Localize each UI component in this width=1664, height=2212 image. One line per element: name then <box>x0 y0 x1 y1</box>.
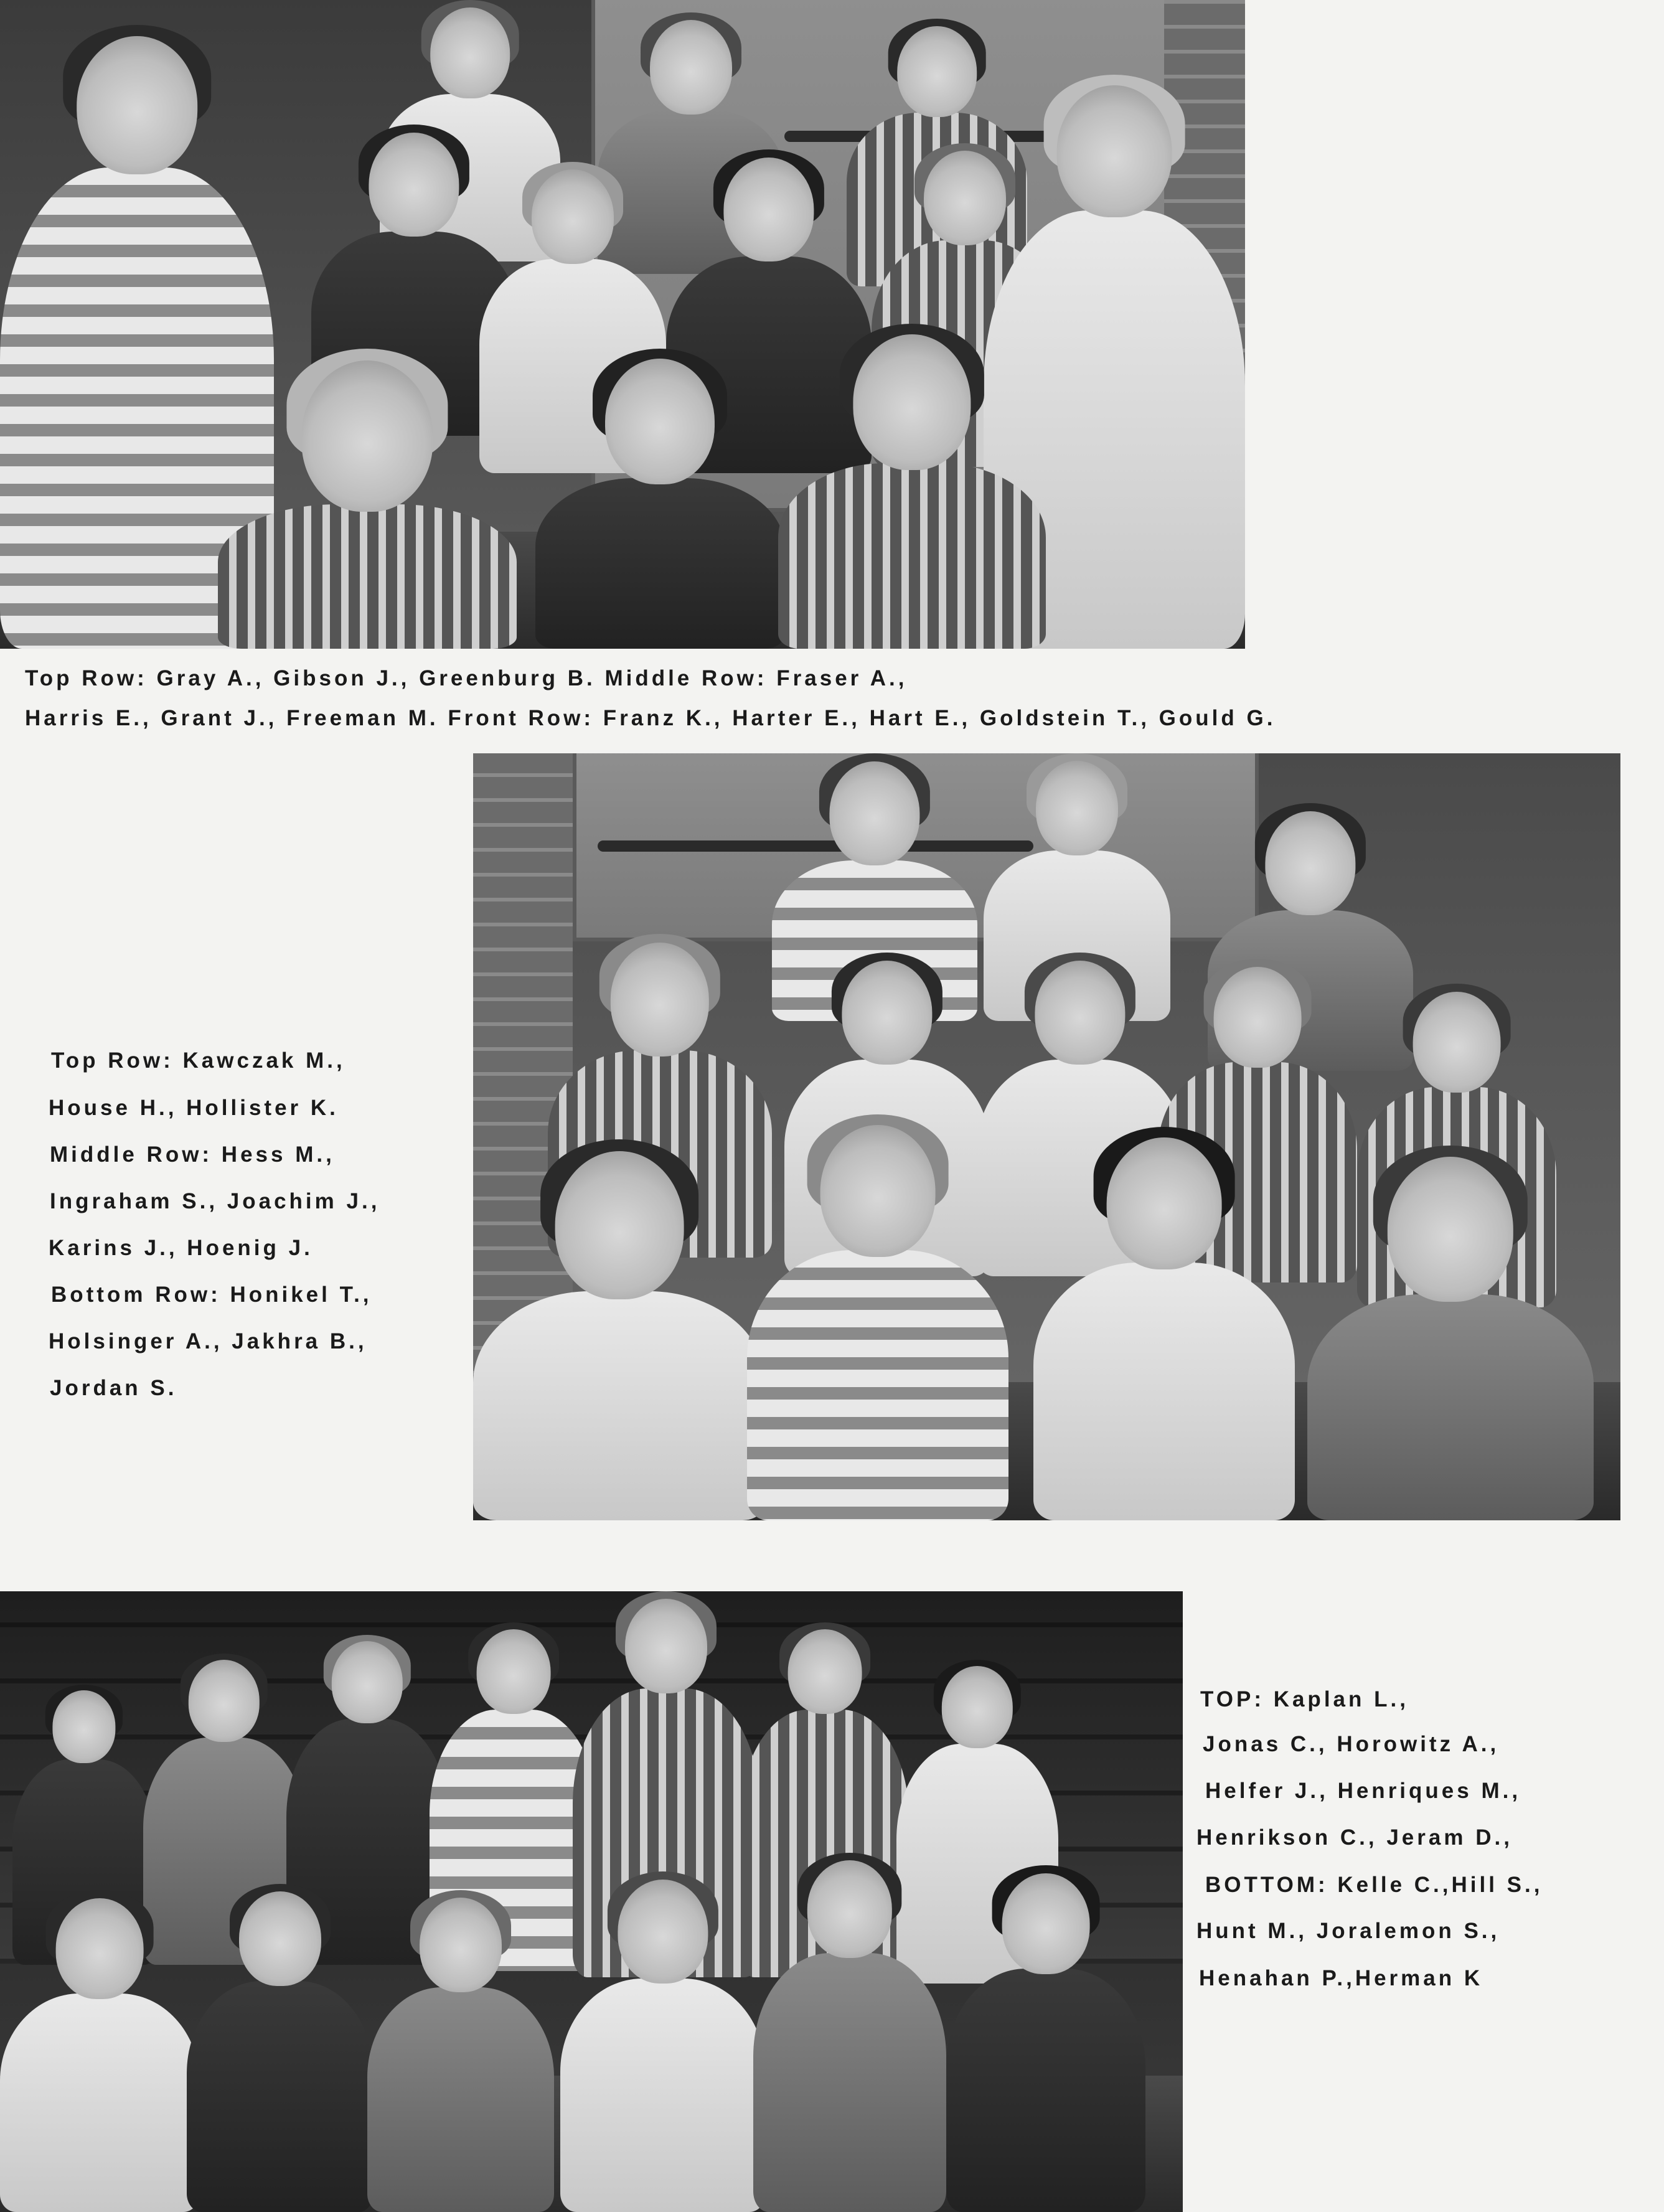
student-face <box>1057 85 1172 218</box>
student-face <box>555 1151 684 1299</box>
photo2-caption-line: Holsinger A., Jakhra B., <box>49 1329 367 1353</box>
student-body <box>218 504 517 649</box>
student-figure <box>753 1853 946 2212</box>
student-body <box>747 1250 1008 1520</box>
student-face <box>77 36 197 175</box>
student-body <box>535 478 784 649</box>
student-face <box>1388 1157 1513 1302</box>
student-face <box>239 1891 321 1986</box>
photo2-caption-line: Jordan S. <box>50 1376 177 1400</box>
student-face <box>52 1690 115 1763</box>
student-face <box>532 169 614 264</box>
student-figure <box>747 1114 1008 1520</box>
group-photo-2 <box>473 753 1620 1520</box>
student-face <box>605 359 715 484</box>
student-body <box>1033 1263 1295 1520</box>
student-figure <box>187 1884 374 2212</box>
photo3-caption-line: Henahan P.,Herman K <box>1199 1966 1483 1990</box>
student-face <box>56 1898 144 1999</box>
student-figure <box>535 349 784 649</box>
student-face <box>1214 967 1302 1068</box>
student-figure <box>367 1890 554 2212</box>
student-figure <box>0 1890 199 2212</box>
photo3-caption-line: BOTTOM: Kelle C.,Hill S., <box>1205 1873 1543 1897</box>
student-face <box>332 1641 403 1723</box>
student-body <box>778 463 1046 649</box>
photo2-caption-line: Middle Row: Hess M., <box>50 1142 335 1167</box>
student-face <box>189 1660 260 1742</box>
photo2-caption-line: House H., Hollister K. <box>49 1096 339 1120</box>
student-face <box>1035 961 1125 1065</box>
photo3-caption-line: Jonas C., Horowitz A., <box>1203 1732 1500 1756</box>
student-face <box>625 1599 707 1693</box>
student-face <box>723 158 814 261</box>
photo3-caption-line: TOP: Kaplan L., <box>1200 1687 1409 1711</box>
photo3-caption-line: Hunt M., Joralemon S., <box>1196 1919 1500 1943</box>
student-face <box>942 1666 1013 1748</box>
student-face <box>430 7 510 99</box>
student-face <box>897 26 977 118</box>
photo1-caption-line1: Top Row: Gray A., Gibson J., Greenburg B. Middle Row: Fraser A., <box>25 666 908 690</box>
student-face <box>1036 761 1118 855</box>
group-photo-3 <box>0 1591 1183 2212</box>
student-face <box>853 334 971 470</box>
student-face <box>420 1898 502 1992</box>
student-face <box>820 1125 936 1258</box>
student-body <box>0 1993 199 2212</box>
student-figure <box>218 349 517 649</box>
photo2-caption-line: Top Row: Kawczak M., <box>51 1048 345 1073</box>
student-body <box>473 1291 766 1520</box>
student-face <box>842 961 932 1065</box>
student-body <box>367 1987 554 2212</box>
student-figure <box>946 1865 1145 2212</box>
student-body <box>946 1969 1145 2212</box>
photo3-caption-line: Helfer J., Henriques M., <box>1205 1779 1521 1803</box>
photo1-caption-line2: Harris E., Grant J., Freeman M. Front Row: Franz K., Harter E., Hart E., Goldstein T., Gould G. <box>25 706 1276 730</box>
student-figure <box>778 324 1046 649</box>
student-figure <box>1033 1127 1295 1520</box>
photo2-caption-line: Bottom Row: Honikel T., <box>51 1282 372 1307</box>
student-figure <box>560 1871 766 2212</box>
student-face <box>829 761 919 865</box>
student-body <box>560 1979 766 2212</box>
photo2-caption-line: Karins J., Hoenig J. <box>49 1236 313 1260</box>
student-face <box>807 1860 892 1958</box>
student-face <box>611 943 709 1056</box>
student-face <box>1107 1137 1222 1270</box>
student-body <box>753 1953 946 2212</box>
student-face <box>301 360 433 512</box>
group-photo-1 <box>0 0 1245 649</box>
student-face <box>788 1629 862 1715</box>
student-face <box>618 1880 708 1984</box>
student-face <box>1413 992 1501 1093</box>
student-body <box>1307 1294 1594 1520</box>
student-face <box>477 1629 551 1715</box>
student-figure <box>473 1139 766 1520</box>
student-face <box>369 133 459 237</box>
photo2-caption-line: Ingraham S., Joachim J., <box>50 1189 380 1213</box>
student-body <box>187 1981 374 2212</box>
student-face <box>650 20 732 115</box>
student-figure <box>1307 1146 1594 1520</box>
photo3-caption-line: Henrikson C., Jeram D., <box>1196 1825 1513 1850</box>
student-face <box>1002 1873 1090 1974</box>
student-face <box>1265 811 1355 915</box>
